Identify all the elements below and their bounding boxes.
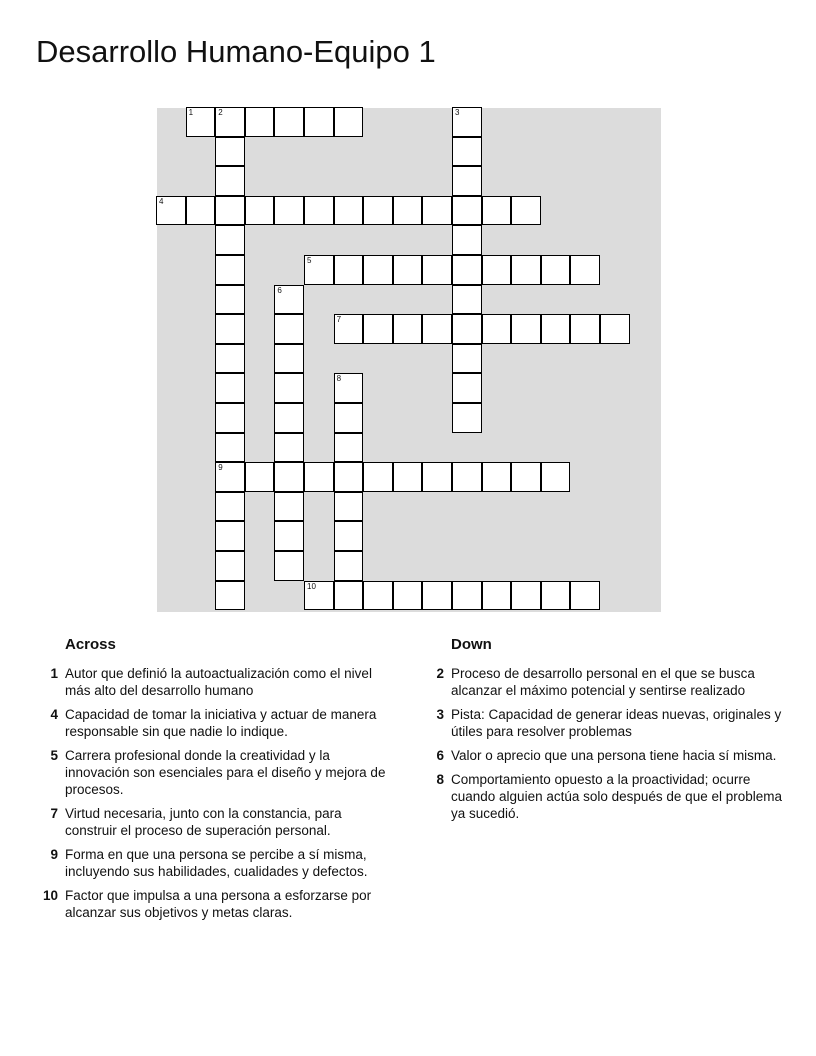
crossword-cell[interactable] — [215, 373, 245, 403]
crossword-cell[interactable] — [334, 433, 364, 463]
crossword-cell[interactable] — [274, 403, 304, 433]
crossword-cell[interactable] — [215, 255, 245, 285]
across-clue — [36, 706, 396, 740]
clue-number: 6 — [277, 285, 282, 295]
crossword-cell[interactable] — [215, 581, 245, 611]
across-clues — [36, 636, 396, 928]
crossword-cell[interactable] — [245, 462, 275, 492]
crossword-cell[interactable] — [156, 196, 186, 226]
crossword-cell[interactable] — [334, 581, 364, 611]
crossword-cell[interactable] — [334, 314, 364, 344]
crossword-cell[interactable] — [245, 196, 275, 226]
crossword-cell[interactable] — [482, 255, 512, 285]
crossword-cell[interactable] — [452, 462, 482, 492]
crossword-cell[interactable] — [363, 196, 393, 226]
down-clue — [422, 747, 782, 764]
crossword-cell[interactable] — [393, 314, 423, 344]
crossword-cell[interactable] — [482, 314, 512, 344]
crossword-cell[interactable] — [215, 492, 245, 522]
crossword-cell[interactable] — [334, 373, 364, 403]
clue-number: 3 — [436, 707, 444, 722]
crossword-cell[interactable] — [363, 462, 393, 492]
crossword-cell[interactable] — [482, 196, 512, 226]
across-clue — [36, 805, 396, 839]
crossword-cell[interactable] — [570, 255, 600, 285]
crossword-cell[interactable] — [452, 581, 482, 611]
crossword-cell[interactable] — [541, 462, 571, 492]
clue-number: 1 — [188, 108, 194, 117]
crossword-cell[interactable] — [274, 521, 304, 551]
crossword-cell[interactable] — [334, 521, 364, 551]
crossword-cell[interactable] — [541, 314, 571, 344]
clue-text: Virtud necesaria, junto con la constancia, para construir el proceso de superación personal. — [65, 806, 342, 838]
crossword-cell[interactable] — [274, 314, 304, 344]
crossword-cell[interactable] — [511, 314, 541, 344]
clue-number: 10 — [42, 888, 58, 903]
crossword-cell[interactable] — [363, 581, 393, 611]
crossword-cell[interactable] — [334, 196, 364, 226]
clue-text: Carrera profesional donde la creatividad y la innovación son esenciales para el diseño y mejora de procesos. — [65, 748, 386, 797]
crossword-cell[interactable] — [215, 344, 245, 374]
crossword-cell[interactable] — [215, 403, 245, 433]
crossword-cell[interactable] — [422, 462, 452, 492]
crossword-cell[interactable] — [334, 492, 364, 522]
crossword-cell[interactable] — [245, 107, 275, 137]
crossword-cell[interactable] — [274, 462, 304, 492]
crossword-cell[interactable] — [334, 403, 364, 433]
crossword-cell[interactable] — [422, 314, 452, 344]
crossword-cell[interactable] — [511, 255, 541, 285]
across-heading: Across — [65, 636, 116, 653]
crossword-cell[interactable] — [186, 196, 216, 226]
across-clue — [36, 846, 396, 880]
crossword-cell[interactable] — [393, 581, 423, 611]
crossword-cell[interactable] — [422, 581, 452, 611]
crossword-cell[interactable] — [215, 433, 245, 463]
crossword-cell[interactable] — [393, 196, 423, 226]
crossword-cell[interactable] — [274, 344, 304, 374]
crossword-cell[interactable] — [452, 166, 482, 196]
crossword-cell[interactable] — [274, 285, 304, 315]
clue-text: Factor que impulsa a una persona a esforzarse por alcanzar sus objetivos y metas claras. — [65, 888, 372, 920]
clue-number: 10 — [307, 581, 316, 591]
down-clue — [422, 665, 782, 699]
crossword-cell[interactable] — [511, 581, 541, 611]
crossword-cell[interactable] — [304, 255, 334, 285]
crossword-cell[interactable] — [215, 521, 245, 551]
crossword-cell[interactable] — [541, 581, 571, 611]
clue-text: Valor o aprecio que una persona tiene hacia sí misma. — [451, 748, 777, 763]
clue-number: 9 — [218, 463, 223, 473]
crossword-cell[interactable] — [274, 107, 304, 137]
crossword-cell[interactable] — [422, 255, 452, 285]
clue-number: 2 — [218, 108, 223, 117]
crossword-cell[interactable] — [393, 462, 423, 492]
crossword-cell[interactable] — [304, 581, 334, 611]
crossword-cell[interactable] — [304, 462, 334, 492]
crossword-cell[interactable] — [600, 314, 630, 344]
crossword-cell[interactable] — [274, 492, 304, 522]
crossword-cell[interactable] — [334, 551, 364, 581]
across-clue — [36, 747, 396, 798]
crossword-cell[interactable] — [452, 344, 482, 374]
crossword-cell[interactable] — [393, 255, 423, 285]
crossword-cell[interactable] — [452, 196, 482, 226]
across-clue — [36, 665, 396, 699]
crossword-cell[interactable] — [334, 107, 364, 137]
crossword-cell[interactable] — [215, 137, 245, 167]
clue-number: 1 — [50, 666, 58, 681]
crossword-cell[interactable] — [304, 107, 334, 137]
crossword-cell[interactable] — [215, 285, 245, 315]
crossword-cell[interactable] — [274, 196, 304, 226]
down-clue — [422, 771, 782, 822]
across-clue — [36, 887, 396, 921]
clue-number: 3 — [455, 108, 460, 117]
crossword-cell[interactable] — [452, 225, 482, 255]
page-title: Desarrollo Humano-Equipo 1 — [36, 34, 436, 69]
clue-number: 4 — [159, 196, 164, 206]
crossword-cell[interactable] — [482, 581, 512, 611]
crossword-cell[interactable] — [511, 196, 541, 226]
crossword-cell[interactable] — [186, 107, 216, 137]
down-clues — [422, 636, 782, 829]
clue-number: 2 — [436, 666, 444, 681]
crossword-cell[interactable] — [334, 462, 364, 492]
clue-number: 8 — [436, 772, 444, 787]
down-heading: Down — [451, 636, 492, 653]
crossword-cell[interactable] — [274, 551, 304, 581]
crossword-cell[interactable] — [215, 196, 245, 226]
crossword-cell[interactable] — [482, 462, 512, 492]
clue-number: 5 — [307, 256, 312, 265]
crossword-cell[interactable] — [570, 314, 600, 344]
crossword-cell[interactable] — [215, 107, 245, 137]
crossword-cell[interactable] — [452, 137, 482, 167]
crossword-cell[interactable] — [215, 166, 245, 196]
crossword-cell[interactable] — [363, 314, 393, 344]
clue-number: 4 — [50, 707, 58, 722]
crossword-cell[interactable] — [452, 107, 482, 137]
clue-number: 6 — [436, 748, 444, 763]
crossword-cell[interactable] — [452, 285, 482, 315]
crossword-cell[interactable] — [363, 255, 393, 285]
clue-text: Proceso de desarrollo personal en el que se busca alcanzar el máximo potencial y sentirse realizado — [451, 666, 755, 698]
crossword-cell[interactable] — [570, 581, 600, 611]
crossword-cell[interactable] — [334, 255, 364, 285]
clue-text: Pista: Capacidad de generar ideas nuevas, originales y útiles para resolver problemas — [451, 707, 782, 739]
crossword-cell[interactable] — [422, 196, 452, 226]
clue-number: 7 — [336, 315, 342, 325]
crossword-cell[interactable] — [452, 255, 482, 285]
crossword-cell[interactable] — [274, 373, 304, 403]
clue-number: 9 — [50, 847, 58, 862]
clue-text: Capacidad de tomar la iniciativa y actuar de manera responsable sin que nadie lo indique. — [65, 707, 377, 739]
crossword-cell[interactable] — [452, 314, 482, 344]
crossword-grid — [157, 108, 661, 612]
clue-text: Forma en que una persona se percibe a sí misma, incluyendo sus habilidades, cualidades y defectos. — [65, 847, 368, 879]
crossword-cell[interactable] — [274, 433, 304, 463]
clue-number: 8 — [336, 374, 342, 384]
crossword-cell[interactable] — [541, 255, 571, 285]
crossword-cell[interactable] — [215, 462, 245, 492]
crossword-cell[interactable] — [304, 196, 334, 226]
clue-number: 7 — [50, 806, 58, 821]
crossword-cell[interactable] — [452, 403, 482, 433]
crossword-cell[interactable] — [452, 373, 482, 403]
crossword-cell[interactable] — [215, 551, 245, 581]
crossword-cell[interactable] — [511, 462, 541, 492]
clue-number: 5 — [50, 748, 58, 763]
clue-text: Comportamiento opuesto a la proactividad; ocurre cuando alguien actúa solo después de que el problema ya sucedió. — [451, 772, 782, 821]
crossword-cell[interactable] — [215, 225, 245, 255]
crossword-cell[interactable] — [215, 314, 245, 344]
down-clue — [422, 706, 782, 740]
clue-text: Autor que definió la autoactualización como el nivel más alto del desarrollo humano — [65, 666, 372, 698]
